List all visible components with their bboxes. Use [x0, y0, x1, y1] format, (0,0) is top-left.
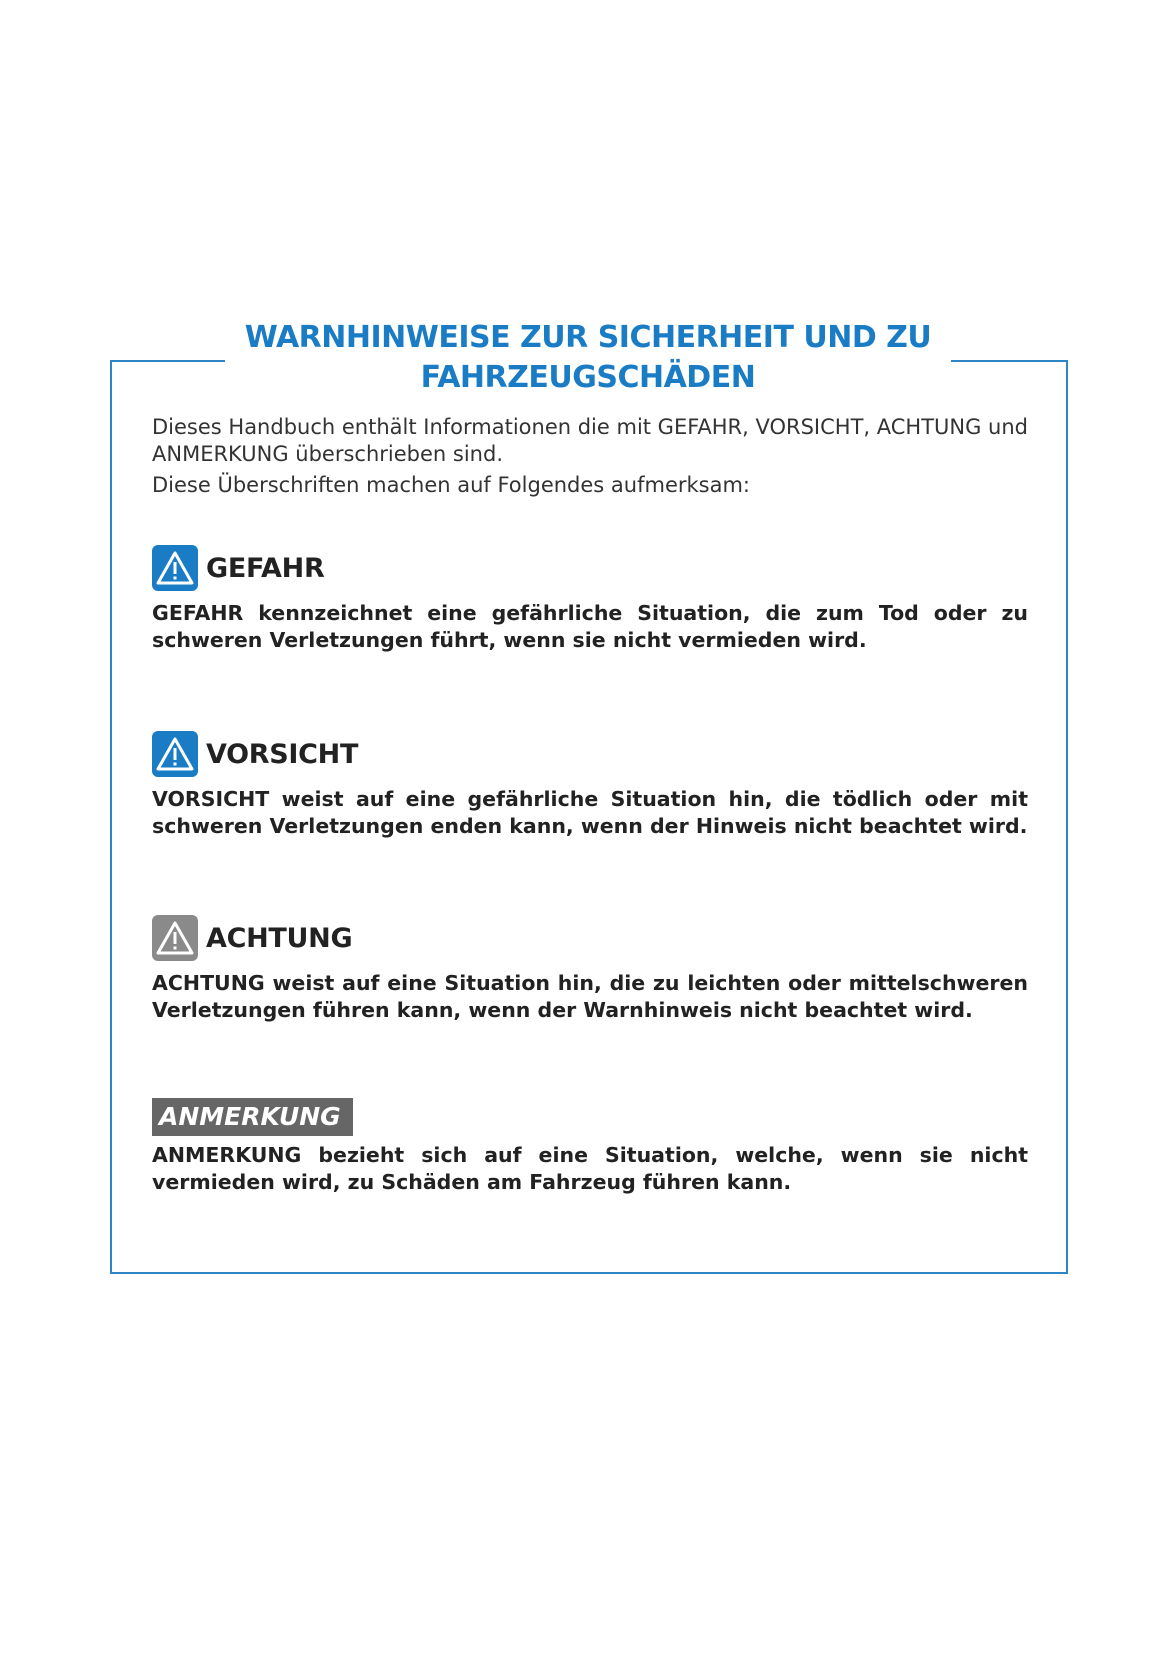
page-title-line1: WARNHINWEISE ZUR SICHERHEIT UND ZU — [244, 320, 932, 355]
intro-text — [152, 414, 1032, 499]
note-badge: ANMERKUNG — [152, 1098, 353, 1136]
section-anmerkung-heading — [152, 1098, 1028, 1136]
section-vorsicht-label: VORSICHT — [206, 738, 359, 770]
intro-line1: Dieses Handbuch enthält Informationen die mit GEFAHR, VORSICHT, ACHTUNG und ANMERKUNG überschrieben sind. — [152, 415, 1029, 466]
warning-triangle-icon — [152, 545, 198, 591]
section-achtung-label: ACHTUNG — [206, 922, 353, 954]
section-anmerkung — [152, 1098, 1028, 1196]
section-vorsicht-heading — [152, 730, 1028, 778]
section-vorsicht-text: VORSICHT weist auf eine gefährliche Situation hin, die tödlich oder mit schweren Verletzungen enden kann, wenn der Hinweis nicht beachtet wird. — [152, 787, 1028, 838]
section-anmerkung-text: ANMERKUNG bezieht sich auf eine Situation, welche, wenn sie nicht vermieden wird, zu Schäden am Fahrzeug führen kann. — [152, 1143, 1028, 1194]
section-gefahr-heading — [152, 544, 1028, 592]
section-vorsicht — [152, 730, 1028, 840]
page-title-line2: FAHRZEUGSCHÄDEN — [420, 360, 756, 395]
section-gefahr — [152, 544, 1028, 654]
warning-triangle-icon — [152, 915, 198, 961]
section-gefahr-text: GEFAHR kennzeichnet eine gefährliche Situation, die zum Tod oder zu schweren Verletzungen führt, wenn sie nicht vermieden wird. — [152, 601, 1028, 652]
section-achtung-heading — [152, 914, 1028, 962]
section-achtung-text: ACHTUNG weist auf eine Situation hin, die zu leichten oder mittelschweren Verletzungen führen kann, wenn der Warnhinweis nicht beachtet wird. — [152, 971, 1028, 1022]
warning-triangle-icon — [152, 731, 198, 777]
section-achtung — [152, 914, 1028, 1024]
section-gefahr-label: GEFAHR — [206, 552, 325, 584]
intro-line2: Diese Überschriften machen auf Folgendes aufmerksam: — [152, 473, 750, 497]
page-title — [225, 318, 951, 398]
